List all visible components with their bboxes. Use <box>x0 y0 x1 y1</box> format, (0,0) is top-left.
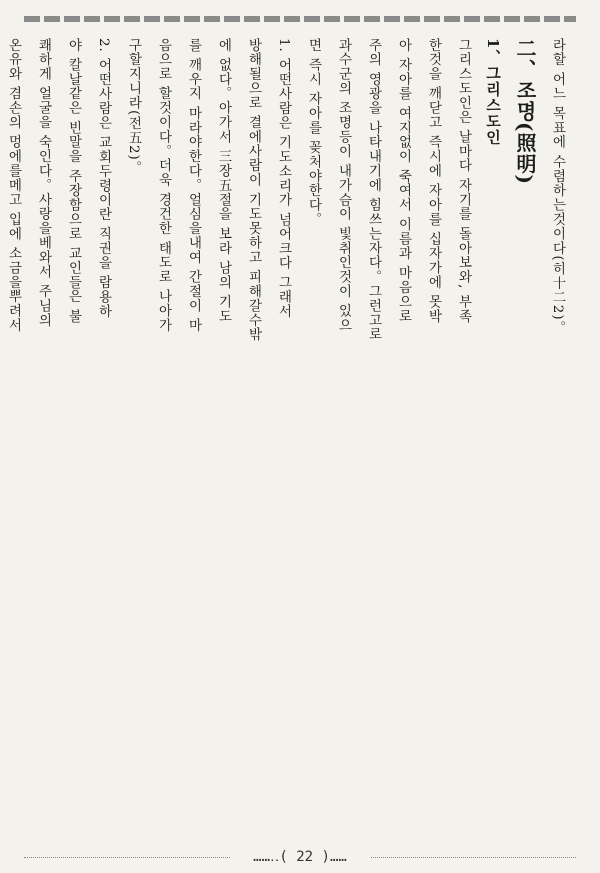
text-column: 아 자아를 여지없이 죽여서 이름과 마음으로 <box>396 38 411 324</box>
text-column: 방해될으로 결에사람이 기도못하고 피해갈수밖 <box>246 38 261 342</box>
text-column: 2. 어떤사람은 교회두령이란 직권을 람용하 <box>96 38 111 319</box>
text-column: 한것을 깨닫고 즉시에 자아를 십자가에 못박 <box>426 38 441 324</box>
sub-heading: 1、그리스도인 <box>484 38 502 146</box>
vertical-text-body <box>6 38 572 833</box>
text-column: 에 없다。아가서 三장五절을 보라 남의 기도 <box>216 38 231 324</box>
text-column: 구할지니라(전五2)。 <box>126 38 141 176</box>
page-number: ……‥( 22 )…… <box>230 849 370 865</box>
text-column: 음으로 할것이다。더욱 경건한 태도로 나아가 <box>156 38 171 333</box>
text-column: 야 칼날같은 빈말을 주장함으로 교인들은 불 <box>66 38 81 324</box>
text-column: 그리스도인은 날마다 자기를 돌아보와, 부족 <box>456 38 471 324</box>
section-title: 二、조명(照明) <box>513 38 537 185</box>
text-column: 를 깨우지 마라야한다。얼심을내여 간절이 마 <box>186 38 201 333</box>
text-column: 면 즉시 자아를 꽂처야한다。 <box>306 38 321 227</box>
text-column: 온유와 겸손의 멍에를메고 입에 소금을뿌려서 <box>6 38 21 333</box>
text-column: 1. 어떤사람은 기도소리가 넘어크다 그래서 <box>276 38 291 319</box>
text-column: 라할 어느 목표에 수렴하는것이다(히十二2)。 <box>550 38 565 335</box>
text-column: 주의 영광을 나타내기에 힘쓰는자다。그런고로 <box>366 38 381 342</box>
text-column: 과수군의 조명등이 내가슴이 빛취인것이 있으 <box>336 38 351 333</box>
text-column: 쾌하게 얼굴을 숙인다。사랑을베와서 주님의 <box>36 38 51 328</box>
top-dashed-rule <box>24 12 576 26</box>
